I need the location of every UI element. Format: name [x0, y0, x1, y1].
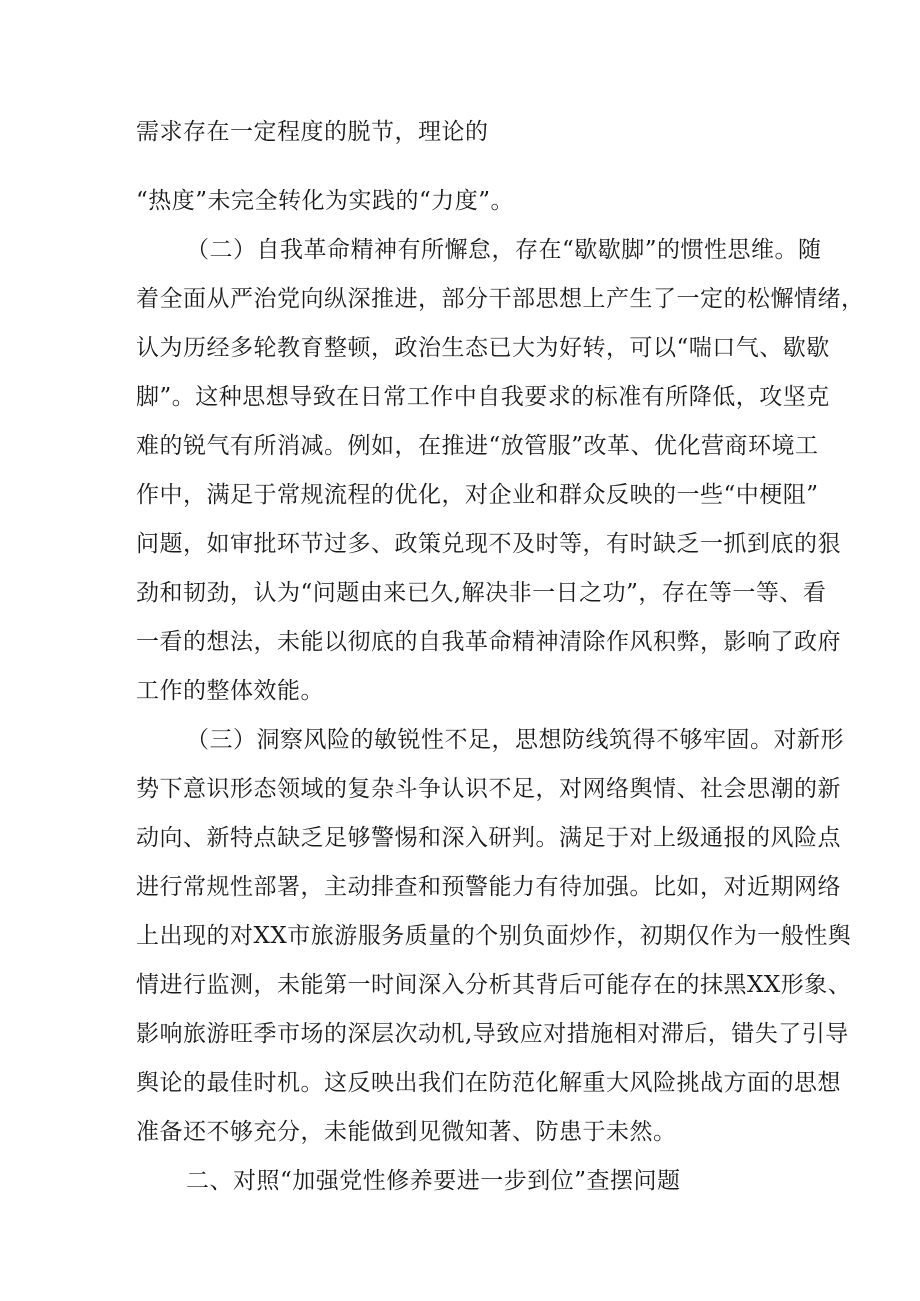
text-line-16: 进行常规性部署，主动排查和预警能力有待加强。比如，对近期网络	[136, 874, 841, 900]
text-line-8: 作中，满足于常规流程的优化，对企业和群众反映的一些“中梗阻”	[136, 482, 819, 508]
text-line-7: 难的锐气有所消减。例如，在推进“放管服”改革、优化营商环境工	[136, 433, 819, 459]
text-line-4: 着全面从严治党向纵深推进，部分干部思想上产生了一定的松懈情绪，	[136, 286, 865, 312]
text-line-11: 一看的想法，未能以彻底的自我革命精神清除作风积弊，影响了政府	[136, 629, 841, 655]
text-line-12: 工作的整体效能。	[136, 678, 324, 704]
text-line-10: 劲和韧劲，认为“问题由来已久,解决非一日之功”，存在等一等、看	[136, 580, 827, 606]
text-line-15: 动向、新特点缺乏足够警惕和深入研判。满足于对上级通报的风险点	[136, 825, 841, 851]
text-line-18: 情进行监测，未能第一时间深入分析其背后可能存在的抹黑XX形象、	[136, 972, 852, 998]
text-line-1: 需求存在一定程度的脱节，理论的	[136, 119, 489, 145]
section-heading: 二、对照“加强党性修养要进一步到位”查摆问题	[186, 1168, 681, 1194]
text-line-17: 上出现的对XX市旅游服务质量的个别负面炒作，初期仅作为一般性舆	[136, 923, 852, 949]
text-line-6: 脚”。这种思想导致在日常工作中自我要求的标准有所降低，攻坚克	[136, 384, 830, 410]
paragraph-3-heading-line: （三）洞察风险的敏锐性不足，思想防线筑得不够牢固。对新形	[186, 727, 844, 753]
text-line-2: “热度”未完全转化为实践的“力度”。	[136, 188, 515, 214]
text-line-19: 影响旅游旺季市场的深层次动机,导致应对措施相对滞后，错失了引导	[136, 1021, 849, 1047]
text-line-14: 势下意识形态领域的复杂斗争认识不足，对网络舆情、社会思潮的新	[136, 776, 841, 802]
text-line-21: 准备还不够充分，未能做到见微知著、防患于未然。	[136, 1119, 677, 1145]
text-line-5: 认为历经多轮教育整顿，政治生态已大为好转，可以“喘口气、歇歇	[136, 335, 830, 361]
paragraph-2-heading-line: （二）自我革命精神有所懈怠，存在“歇歇脚”的惯性思维。随	[186, 237, 822, 263]
text-line-20: 舆论的最佳时机。这反映出我们在防范化解重大风险挑战方面的思想	[136, 1070, 841, 1096]
text-line-9: 问题，如审批环节过多、政策兑现不及时等，有时缺乏一抓到底的狠	[136, 531, 841, 557]
